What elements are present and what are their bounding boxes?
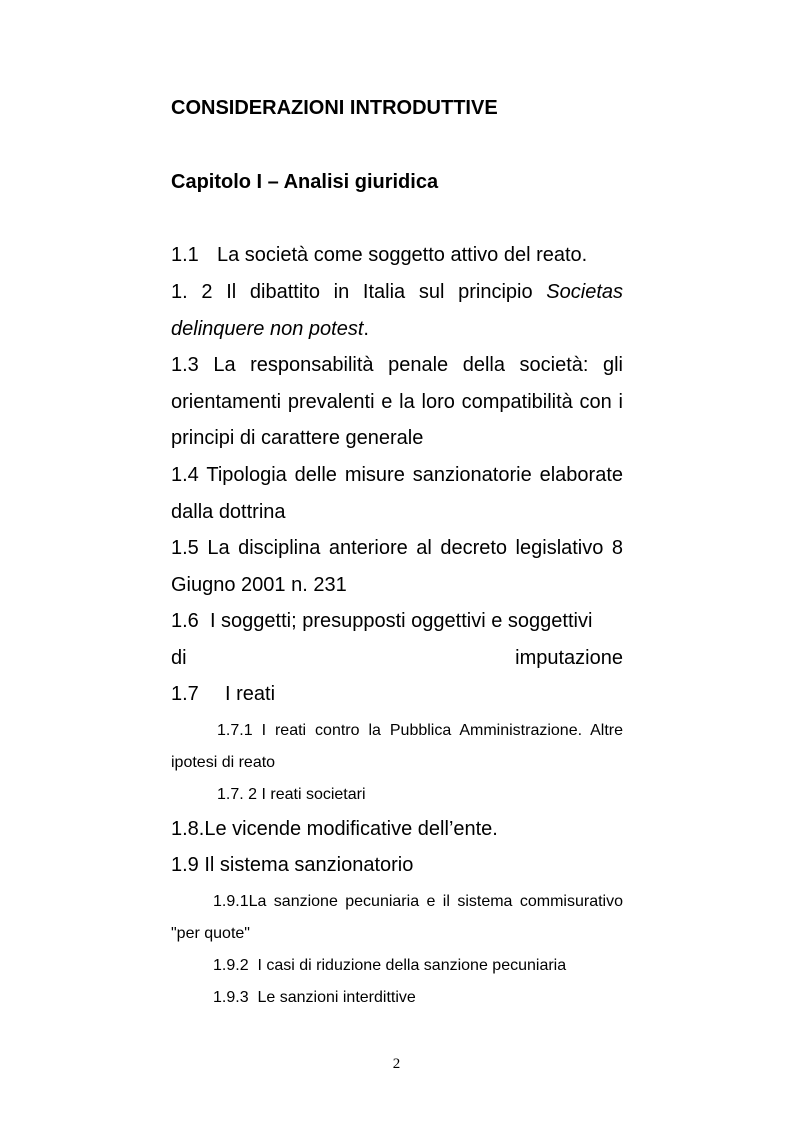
- toc-entry-1-9-3: [171, 982, 623, 1014]
- toc-number: 1.7: [171, 683, 199, 705]
- toc-number: 1.4: [171, 464, 199, 486]
- toc-entry-1-9: [171, 847, 623, 884]
- toc-text: Le sanzioni interdittive: [257, 989, 416, 1006]
- toc-text: I reati societari: [261, 786, 366, 803]
- toc-text-italic: Societas delinquere non potest: [171, 281, 624, 340]
- toc-text: 1.8.Le vicende modificative dell’ente.: [171, 818, 498, 840]
- toc-text: Il sistema sanzionatorio: [204, 854, 414, 876]
- toc-number: 1.9: [171, 854, 199, 876]
- page-title: CONSIDERAZIONI INTRODUTTIVE: [171, 97, 498, 119]
- toc-text: La responsabilità penale della società: gli orientamenti prevalenti e la loro compatibilità con i principi di carattere generale: [171, 354, 623, 449]
- toc-text: La sanzione pecuniaria e il sistema commisurativo "per quote": [171, 893, 623, 942]
- toc-entry-1-1: [171, 237, 623, 274]
- toc-number: 1. 2: [171, 281, 213, 303]
- toc-entry-1-2: [171, 274, 623, 347]
- toc-number: 1.5: [171, 537, 199, 559]
- toc-entry-1-9-2: [171, 950, 623, 982]
- toc-number: 1.9.2: [213, 957, 249, 974]
- toc-number: 1.6: [171, 610, 199, 632]
- toc-text: Il dibattito in Italia sul principio: [226, 281, 533, 303]
- toc-entry-1-5: [171, 530, 623, 603]
- toc-number: 1.9.1: [213, 893, 249, 910]
- toc-entry-1-4: [171, 457, 623, 530]
- toc-text-end: .: [363, 317, 369, 340]
- toc-entry-1-7-2: [171, 779, 623, 811]
- toc-number: 1.1: [171, 244, 199, 266]
- toc-number: 1.7.1: [217, 722, 253, 739]
- toc-text-line2: di imputazione: [171, 646, 623, 669]
- toc-text: La disciplina anteriore al decreto legislativo 8 Giugno 2001 n. 231: [171, 537, 624, 596]
- chapter-title: Capitolo I – Analisi giuridica: [171, 171, 439, 193]
- toc-text: I soggetti; presupposti oggettivi e soggettivi: [209, 610, 593, 632]
- toc-text: I casi di riduzione della sanzione pecuniaria: [257, 957, 567, 974]
- toc-entry-1-7-1: [171, 715, 623, 779]
- toc-text: La società come soggetto attivo del reato.: [217, 244, 588, 266]
- toc-number: 1.3: [171, 354, 199, 376]
- toc-entry-1-9-1: [171, 886, 623, 950]
- toc-entry-1-6: [171, 603, 623, 676]
- toc-text: Tipologia delle misure sanzionatorie elaborate dalla dottrina: [171, 464, 623, 523]
- toc-number: 1.9.3: [213, 989, 249, 1006]
- page-number: 2: [392, 1056, 401, 1072]
- toc-text: I reati contro la Pubblica Amministrazione. Altre ipotesi di reato: [171, 722, 624, 771]
- toc-entry-1-3: [171, 347, 623, 457]
- toc-entry-1-8: [171, 811, 623, 848]
- toc-entry-1-7: [171, 676, 623, 713]
- toc-text: I reati: [225, 683, 276, 705]
- toc-number: 1.7. 2: [217, 786, 258, 803]
